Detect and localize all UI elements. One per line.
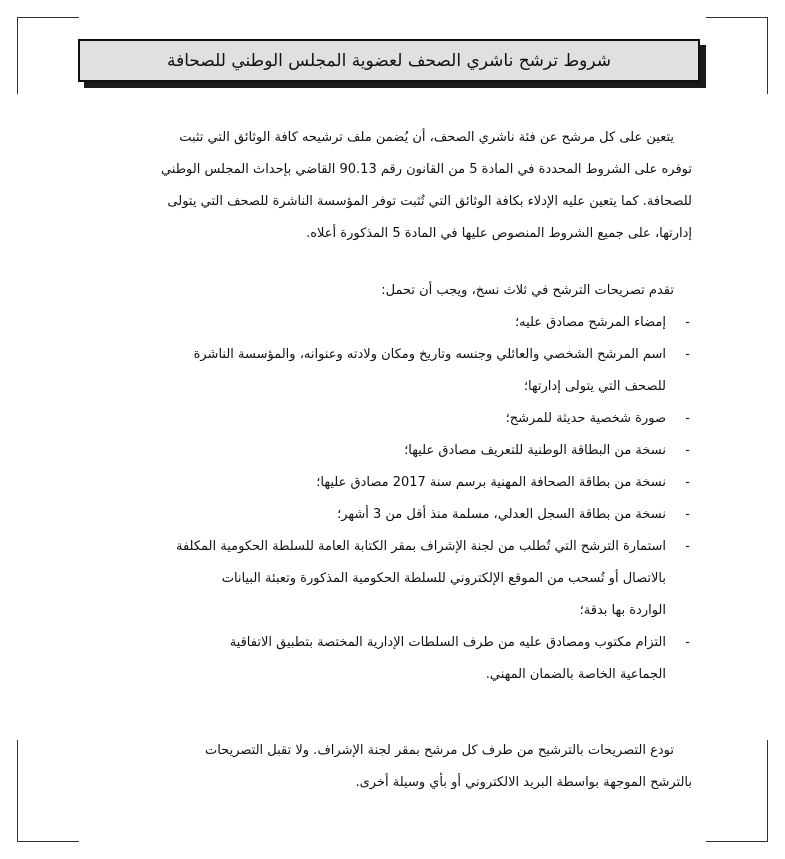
list-bullet: - (685, 315, 690, 330)
list-item-text: بالاتصال أو تُسحب من الموقع الإلكتروني للسلطة الحكومية المذكورة وتعبئة البيانات (221, 571, 666, 586)
list-item-text: اسم المرشح الشخصي والعائلي وجنسه وتاريخ ومكان ولادته وعنوانه، والمؤسسة الناشرة (193, 347, 666, 362)
frame-top-right-v (767, 17, 768, 94)
list-item (95, 435, 692, 467)
frame-top-right-h (706, 17, 768, 18)
list-item-text: إمضاء المرشح مصادق عليه؛ (514, 315, 666, 330)
intro-line: للصحافة. كما يتعين عليه الإدلاء بكافة الوثائق التي تُثبت توفر المؤسسة الناشرة للصحف التي يتولى (167, 194, 692, 209)
frame-top-left-v (17, 17, 18, 94)
list-item (95, 403, 692, 435)
list-item-text: التزام مكتوب ومصادق عليه من طرف السلطات الإدارية المختصة بتطبيق الاتفاقية (229, 635, 666, 650)
list-item (95, 307, 692, 339)
intro-line: إدارتها، على جميع الشروط المنصوص عليها في المادة 5 المذكورة أعلاه. (306, 226, 692, 241)
list-item-text: للصحف التي يتولى إدارتها؛ (523, 379, 666, 394)
list-item-text: نسخة من البطاقة الوطنية للتعريف مصادق عليها؛ (404, 443, 666, 458)
list-intro: تقدم تصريحات الترشح في ثلاث نسخ، ويجب أن تحمل: (381, 283, 674, 298)
frame-bottom-right-h (706, 841, 768, 842)
frame-bottom-left-h (17, 841, 79, 842)
list-item (95, 339, 692, 403)
list-item-text: نسخة من بطاقة السجل العدلي، مسلمة منذ أقل من 3 أشهر؛ (337, 507, 666, 522)
list-bullet: - (685, 507, 690, 522)
list-bullet: - (685, 539, 690, 554)
frame-bottom-right-v (767, 740, 768, 842)
frame-top-left-h (17, 17, 79, 18)
list-item (95, 627, 692, 691)
list-item (95, 499, 692, 531)
closing-paragraph (95, 735, 692, 799)
list-bullet: - (685, 475, 690, 490)
list-item (95, 531, 692, 627)
requirements-section (95, 275, 692, 691)
page-title: شروط ترشح ناشري الصحف لعضوية المجلس الوطني للصحافة (78, 39, 700, 82)
list-bullet: - (685, 411, 690, 426)
closing-line: تودع التصريحات بالترشيح من طرف كل مرشح بمقر لجنة الإشراف. ولا تقبل التصريحات (204, 743, 674, 758)
list-bullet: - (685, 443, 690, 458)
list-item-text: الجماعية الخاصة بالضمان المهني. (485, 667, 666, 682)
intro-paragraph (95, 122, 692, 250)
list-item-text: نسخة من بطاقة الصحافة المهنية برسم سنة 2017 مصادق عليها؛ (316, 475, 666, 490)
closing-line: بالترشح الموجهة بواسطة البريد الالكتروني أو بأي وسيلة أخرى. (355, 775, 692, 790)
intro-line: يتعين على كل مرشح عن فئة ناشري الصحف، أن يُضمن ملف ترشيحه كافة الوثائق التي تثبت (179, 130, 674, 145)
list-item-text: صورة شخصية حديثة للمرشح؛ (505, 411, 666, 426)
list-bullet: - (685, 347, 690, 362)
list-item-text: استمارة الترشح التي تُطلب من لجنة الإشراف بمقر الكتابة العامة للسلطة الحكومية المكلفة (176, 539, 666, 554)
intro-line: توفره على الشروط المحددة في المادة 5 من القانون رقم 90.13 القاضي بإحداث المجلس الوطني (160, 162, 692, 177)
list-item (95, 467, 692, 499)
list-item-text: الواردة بها بدقة؛ (579, 603, 666, 618)
list-bullet: - (685, 635, 690, 650)
frame-bottom-left-v (17, 740, 18, 842)
